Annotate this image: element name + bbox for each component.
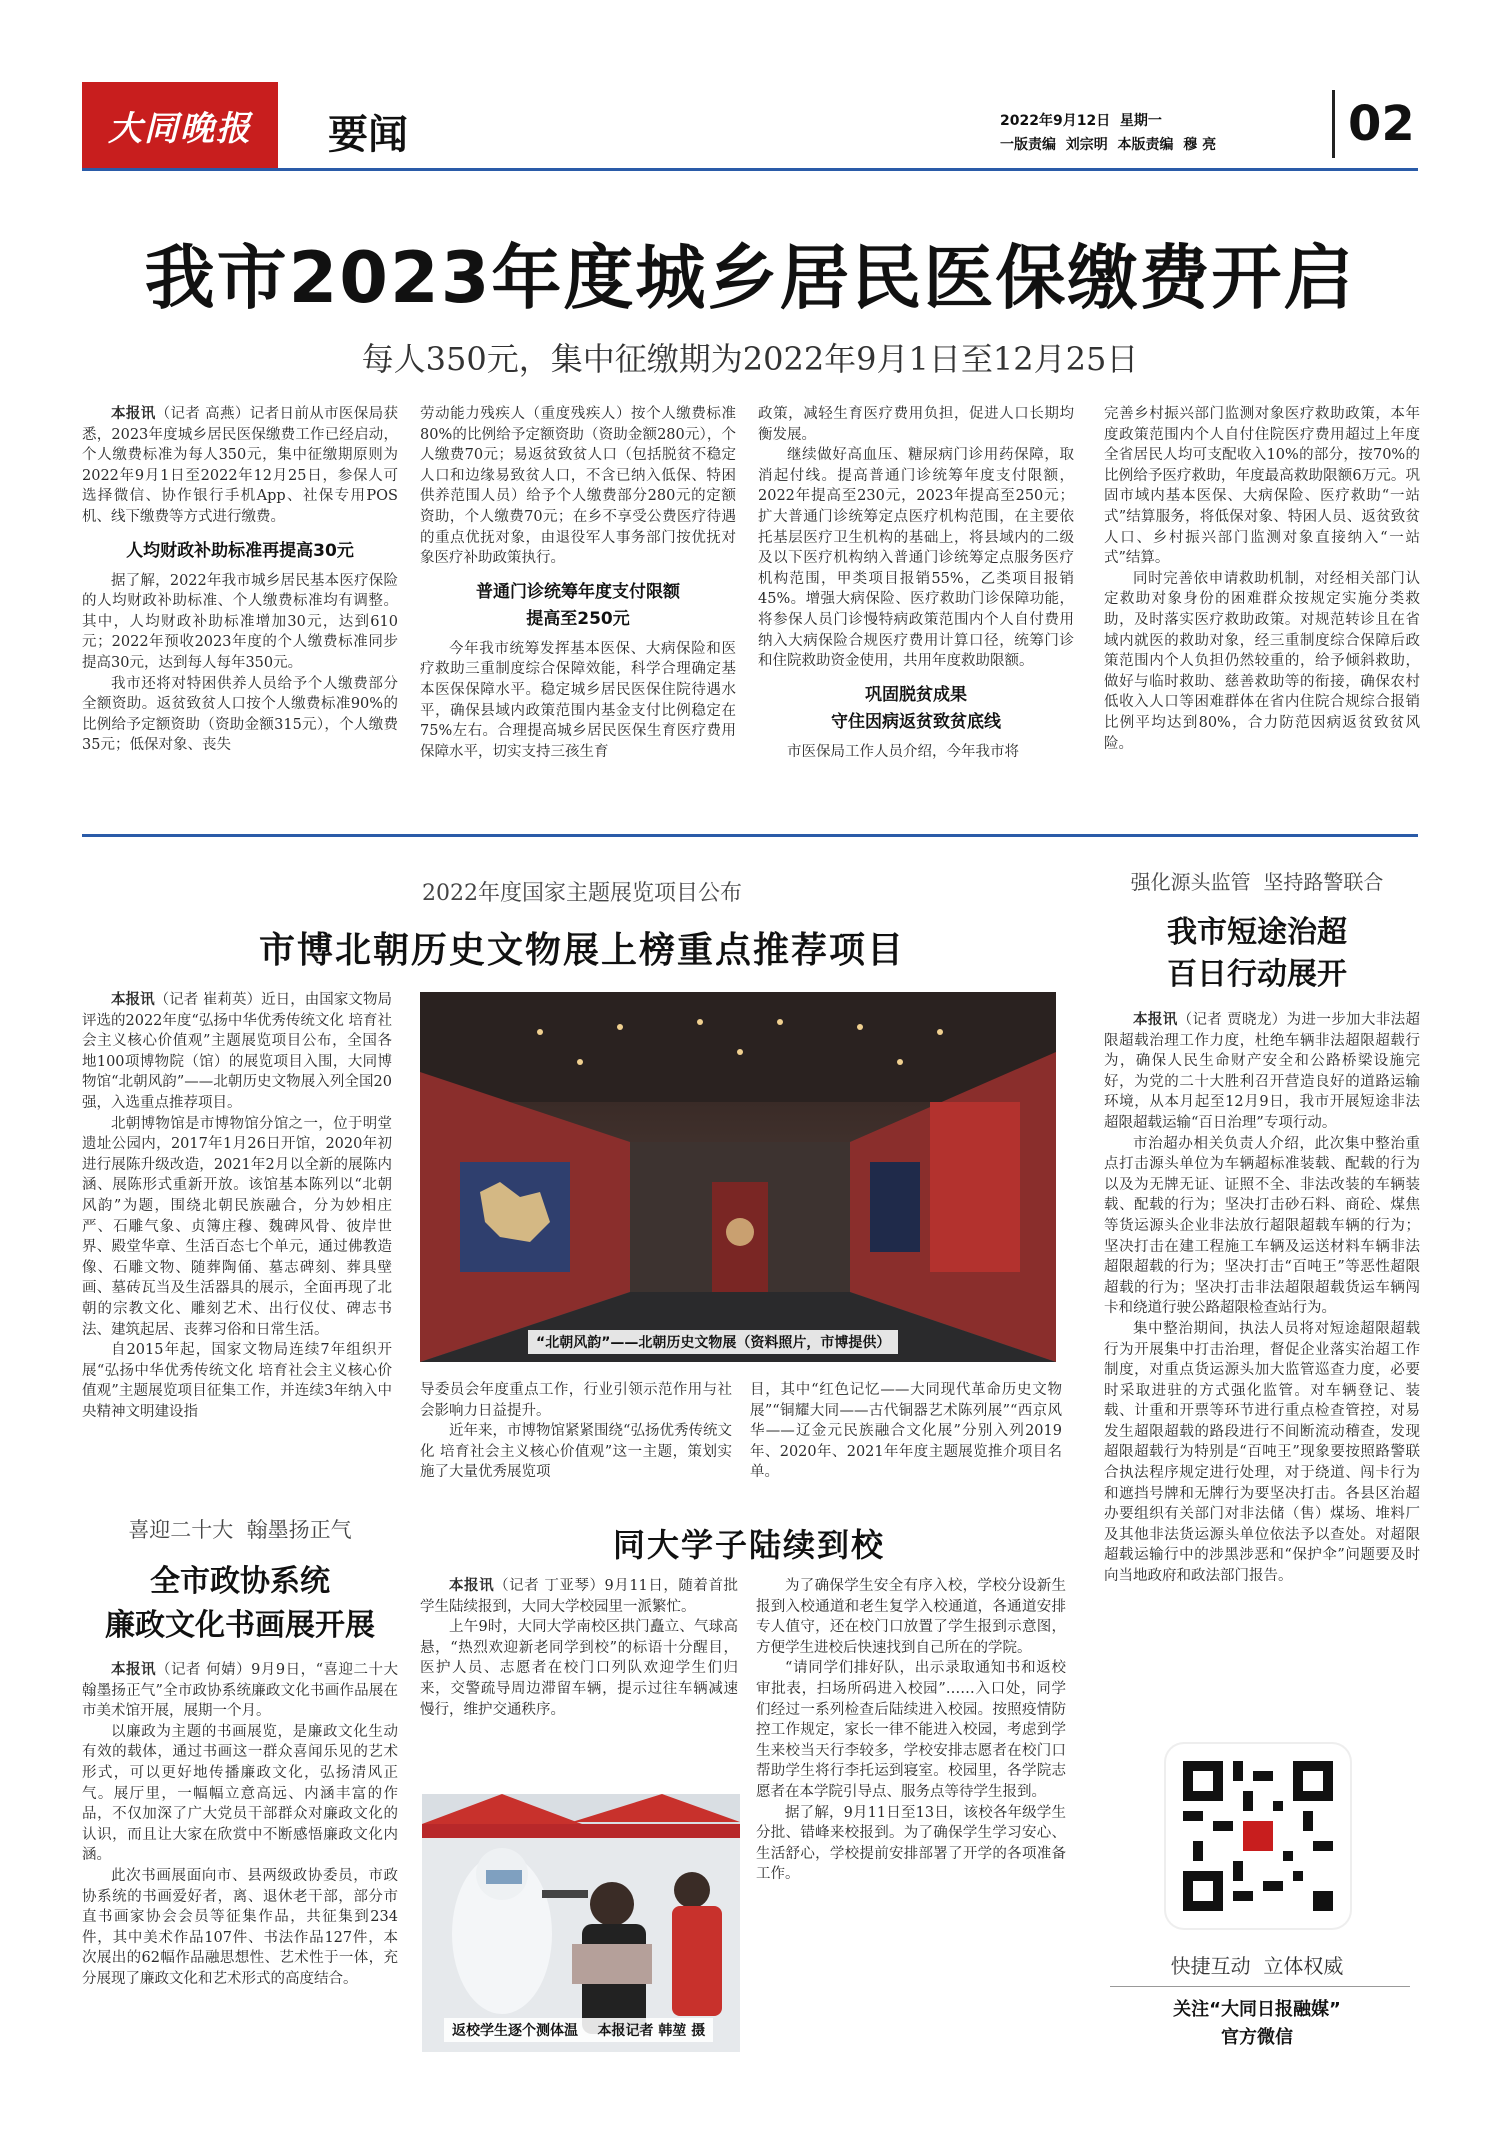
subheading: 普通门诊统筹年度支付限额 提高至250元 xyxy=(476,581,680,629)
paragraph-text: 此次书画展面向市、县两级政协委员，市政协系统的书画爱好者，离、退休老干部，部分市直书画家协会会员等征集作品，共征集到234件，其中美术作品107件、书法作品127件，本次展出的62幅作品融思想性、艺术性于一体，充分展现了廉政文化和艺术形式的高度结合。 xyxy=(82,1867,398,1987)
school-column-2 xyxy=(756,1576,1066,2072)
exhibit-headline: 市博北朝历史文物展上榜重点推荐项目 xyxy=(258,930,905,971)
paragraph: 完善乡村振兴部门监测对象医疗救助政策，本年度政策范围内个人自付住院医疗费用超过上年度全省居民人均可支配收入10%的部分，按70%的比例给予医疗救助，年度最高救助限额6万元。巩固市域内基本医保、大病保险、医疗救助“一站式”结算服务，将低保对象、特困人员、返贫致贫人口、乡村振兴部门监测对象直接纳入“一站式”结算。 xyxy=(1104,406,1420,567)
paragraph-text: 近年来，市博物馆紧紧围绕“弘扬优秀传统文化 培育社会主义核心价值观”这一主题，策划实施了大量优秀展览项 xyxy=(420,1423,732,1481)
paragraph-text: （记者 崔莉英）近日，由国家文物局评选的2022年度“弘扬中华优秀传统文化 培育社会主义核心价值观”主题展览项目公布，全国各地100项博物院（馆）的展览项目入围，大同博物馆“北朝风韵”——北朝历史文物展入列全国20强，入选重点推荐项目。 xyxy=(82,992,392,1111)
subheading: 人均财政补助标准再提高30元 xyxy=(126,540,354,561)
lead-column-2 xyxy=(420,404,736,812)
paragraph-text: 据了解，9月11日至13日，该校各年级学生分批、错峰来校报到。为了确保学生学习安心、生活舒心，学校提前安排部署了开学的各项准备工作。 xyxy=(756,1804,1066,1883)
paragraph: 政策，减轻生育医疗费用负担，促进人口长期均衡发展。 xyxy=(758,406,1074,443)
wechat-slogan: 快捷互动 立体权威 xyxy=(1170,1954,1344,1978)
paragraph xyxy=(82,1722,398,1866)
qr-code-icon[interactable] xyxy=(1183,1761,1333,1911)
school-photo-caption: 返校学生逐个测体温 本报记者 韩堃 摄 xyxy=(444,2018,713,2042)
lead-column-1 xyxy=(82,404,398,812)
paragraph xyxy=(82,1340,392,1422)
overload-kicker: 强化源头监管 坚持路警联合 xyxy=(1130,870,1384,894)
exhibit-column-3 xyxy=(750,1380,1062,1492)
wechat-divider xyxy=(1110,1986,1410,1987)
paragraph xyxy=(420,1617,738,1720)
museum-hall-illustration xyxy=(420,992,1056,1362)
calligraphy-headline: 全市政协系统 廉政文化书画展开展 xyxy=(105,1564,375,1643)
paragraph xyxy=(82,1114,392,1341)
paragraph-text: 市治超办相关负责人介绍，此次集中整治重点打击源头单位为车辆超标准装载、配载的行为以及为无牌无证、证照不全、非法改装的车辆装载、配载的行为；坚决打击砂石料、商砼、煤焦等货运源头企业非法放行超限超载车辆的行为；坚决打击在建工程施工车辆及运送材料车辆非法超限超载的行为；坚决打击“百吨王”等恶性超限超载的行为；坚决打击非法超限超载货运车辆闯卡和绕道行驶公路超限检查站行为。 xyxy=(1104,1135,1420,1317)
paragraph: 导委员会年度重点工作，行业引领示范作用与社会影响力日益提升。 xyxy=(420,1382,732,1419)
page-number-divider xyxy=(1332,90,1335,158)
paragraph xyxy=(420,1576,738,1617)
lead-subheadline: 每人350元，集中征缴期为2022年9月1日至12月25日 xyxy=(361,340,1139,378)
paragraph-text: （记者 高燕）记者日前从市医保局获悉，2023年度城乡居民医保缴费工作已经启动，个人缴费标准为每人350元，集中征缴期原则为2022年9月1日至2022年12月25日，参保人可选择微信、协作银行手机App、社保专用POS机、线下缴费等方式进行缴费。 xyxy=(82,406,398,525)
paragraph xyxy=(82,674,398,756)
paragraph xyxy=(756,1803,1066,1885)
paragraph xyxy=(82,571,398,674)
wechat-follow: 关注“大同日报融媒” 官方微信 xyxy=(1173,1999,1341,2048)
subheading: 巩固脱贫成果 守住因病返贫致贫底线 xyxy=(831,684,1001,732)
paragraph-text: 以廉政为主题的书画展览，是廉政文化生动有效的载体，通过书画这一群众喜闻乐见的艺术形式，可以更好地传播廉政文化，弘扬清风正气。展厅里，一幅幅立意高远、内涵丰富的作品，不仅加深了广大党员干部群众对廉政文化的认识，而且让大家在欣赏中不断感悟廉政文化内涵。 xyxy=(82,1723,398,1864)
exhibit-kicker: 2022年度国家主题展览项目公布 xyxy=(422,881,742,906)
lead-column-3 xyxy=(758,404,1074,812)
overload-headline: 我市短途治超 百日行动展开 xyxy=(1167,915,1347,992)
paragraph: 劳动能力残疾人（重度残疾人）按个人缴费标准80%的比例给予定额资助（资助金额280元），个人缴费70元；易返贫致贫人口（包括脱贫不稳定人口和边缘易致贫人口，不含已纳入低保、特困供养范围人员）给予个人缴费部分280元的定额资助，个人缴费70元；在乡不享受公费医疗待遇的重点优抚对象，由退役军人事务部门按优抚对象医疗补助政策执行。 xyxy=(420,406,736,567)
calligraphy-kicker: 喜迎二十大 翰墨扬正气 xyxy=(128,1518,352,1542)
paragraph-text: 北朝博物馆是市博物馆分馆之一，位于明堂遗址公园内，2017年1月26日开馆，2020年初进行展陈升级改造，2021年2月以全新的展陈内涵、展陈形式重新开放。该馆基本陈列以“北朝风韵”为题，围绕北朝民族融合，分为妙相庄严、石雕气象、贞簿庄穆、魏碑风骨、彼岸世界、殿堂华章、生活百态七个单元，通过佛教造像、石雕文物、随葬陶俑、墓志碑刻、葬具壁画、墓砖瓦当及生活器具的展示，全面再现了北朝的宗教文化、雕刻艺术、出行仪仗、碑志书法、建筑起居、丧葬习俗和日常生活。 xyxy=(82,1115,392,1338)
paragraph-text: 继续做好高血压、糖尿病门诊用药保障，取消起付线。提高普通门诊统筹年度支付限额，2022年提高至230元，2023年提高至250元；扩大普通门诊统筹定点医疗机构范围，在主要依托基层医疗卫生机构的基础上，将县域内的二级及以下医疗机构纳入普通门诊统筹定点服务医疗机构范围，甲类项目报销55%，乙类项目报销45%。增强大病保险、医疗救助门诊保障功能，将参保人员门诊慢特病政策范围内个人自付费用纳入大病保险合规医疗费用计算口径，统筹门诊和住院救助资金使用，共用年度救助限额。 xyxy=(758,447,1074,670)
school-photo xyxy=(422,1794,740,2052)
paragraph xyxy=(756,1576,1066,1658)
exhibit-photo xyxy=(420,992,1056,1362)
paragraph xyxy=(1104,1134,1420,1319)
paragraph xyxy=(420,639,736,763)
paragraph xyxy=(1104,1010,1420,1134)
masthead-rule xyxy=(82,168,1418,171)
paragraph-text: 市医保局工作人员介绍，今年我市将 xyxy=(787,743,1019,760)
newspaper-logo-text: 大同晚报 xyxy=(108,108,252,149)
issue-date: 2022年9月12日 星期一 xyxy=(1000,113,1162,129)
exhibit-column-1 xyxy=(82,990,392,1490)
lead-headline: 我市2023年度城乡居民医保缴费开启 xyxy=(144,237,1356,319)
byline-label: 本报讯 xyxy=(1133,1011,1178,1028)
paragraph-text: （记者 贾晓龙）为进一步加大非法超限超载治理工作力度，杜绝车辆非法超限超载行为，确保人民生命财产安全和公路桥梁设施完好，为党的二十大胜利召开营造良好的道路运输环境，从本月起至12月9日，我市开展短途非法超限超载运输“百日治理”专项行动。 xyxy=(1104,1012,1420,1131)
school-headline: 同大学子陆续到校 xyxy=(612,1526,885,1564)
paragraph xyxy=(1104,569,1420,754)
editor-credits: 一版责编 刘宗明 本版责编 穆 亮 xyxy=(1000,137,1217,153)
paragraph-text: 自2015年起，国家文物局连续7年组织开展“弘扬中华优秀传统文化 培育社会主义核心价值观”主题展览项目征集工作，并连续3年纳入中央精神文明建设指 xyxy=(82,1342,392,1420)
paragraph xyxy=(82,990,392,1114)
byline-label: 本报讯 xyxy=(111,405,156,422)
paragraph-text: “请同学们排好队，出示录取通知书和返校审批表，扫场所码进入校园”……入口处，同学们经过一系列检查后陆续进入校园。按照疫情防控工作规定，家长一律不能进入校园，考虑到学生来校当天行李较多，学校安排志愿者在校门口帮助学生将行李托运到寝室。校园里，各学院志愿者在本学院引导点、服务点等待学生报到。 xyxy=(756,1660,1066,1800)
paragraph-text: 上午9时，大同大学南校区拱门矗立、气球高悬，“热烈欢迎新老同学到校”的标语十分醒目，医护人员、志愿者在校门口列队欢迎学生们归来，交警疏导周边滞留车辆，提示过往车辆减速慢行，维护交通秩序。 xyxy=(420,1619,738,1718)
paragraph-text: （记者 丁亚琴）9月11日，随着首批学生陆续报到，大同大学校园里一派繁忙。 xyxy=(420,1578,738,1615)
paragraph-text: 今年我市统筹发挥基本医保、大病保险和医疗救助三重制度综合保障效能，科学合理确定基本医保保障水平。稳定城乡居民医保住院待遇水平，确保县域内政策范围内基金支付比例稳定在75%左右。合理提高城乡居民医保生育医疗费用保障水平，切实支持三孩生育 xyxy=(420,640,736,760)
masthead-logo xyxy=(82,82,278,168)
paragraph-text: 同时完善依申请救助机制，对经相关部门认定救助对象身份的困难群众按规定实施分类救助，及时落实医疗救助政策。对规范转诊且在省域内就医的救助对象，经三重制度综合保障后政策范围内个人负担仍然较重的，给予倾斜救助，做好与临时救助、慈善救助等的衔接，确保农村低收入人口等困难群体在省内住院合规综合报销比例平均达到80%，合力防范因病返贫致贫风险。 xyxy=(1104,570,1420,752)
section-name: 要闻 xyxy=(328,111,408,158)
paragraph-text: 我市还将对特困供养人员给予个人缴费部分全额资助。返贫致贫人口按个人缴费标准90%的比例给予定额资助（资助金额315元），个人缴费35元；低保对象、丧失 xyxy=(82,675,398,754)
paragraph xyxy=(1104,1319,1420,1587)
byline-label: 本报讯 xyxy=(449,1577,495,1594)
section-divider xyxy=(82,834,1418,837)
paragraph xyxy=(82,1866,398,1990)
page-number: 02 xyxy=(1348,96,1415,152)
lead-column-4 xyxy=(1104,404,1420,812)
byline-label: 本报讯 xyxy=(111,1661,157,1678)
temperature-check-illustration xyxy=(422,1794,740,2052)
school-column-1 xyxy=(420,1576,738,1782)
paragraph-text: （记者 何婧）9月9日，“喜迎二十大 翰墨扬正气”全市政协系统廉政文化书画作品展在市美术馆开展，展期一个月。 xyxy=(82,1662,398,1720)
byline-label: 本报讯 xyxy=(111,991,155,1008)
overload-body xyxy=(1104,1010,1420,1732)
paragraph-text: 集中整治期间，执法人员将对短途超限超载行为开展集中打击治理，督促企业落实治超工作制度，对重点货运源头加大监管巡查力度，必要时采取进驻的方式强化监管。对车辆登记、装载、计重和开票等环节进行重点检查管控，对易发生超限超载的路段进行不间断流动稽查，发现超限超载行为特别是“百吨王”现象要按照路警联合执法程序规定进行处理，对于绕道、闯卡行为和遮挡号牌和无牌行为要坚决打击。各县区治超办要组织有关部门对非法储（售）煤场、堆料厂及其他非法货运源头单位依法予以查处。对超限超载运输行中的涉黑涉恶和“保护伞”问题要及时向当地政府和政法部门报告。 xyxy=(1104,1320,1420,1585)
wechat-qr-card xyxy=(1166,1744,1350,1928)
paragraph xyxy=(758,742,1074,763)
paragraph: 目，其中“红色记忆——大同现代革命历史文物展”“铜耀大同——古代铜器艺术陈列展”“西京风华——辽金元民族融合文化展”分别入列2019年、2020年、2021年年度主题展览推介项目名单。 xyxy=(750,1382,1062,1481)
paragraph xyxy=(758,445,1074,672)
exhibit-photo-caption: “北朝风韵”——北朝历史文物展（资料照片，市博提供） xyxy=(528,1330,898,1354)
paragraph-text: 据了解，2022年我市城乡居民基本医疗保险的人均财政补助标准、个人缴费标准均有调整。其中，人均财政补助标准增加30元，达到610元；2022年预收2023年度的个人缴费标准同步提高30元，达到每人每年350元。 xyxy=(82,572,398,671)
paragraph xyxy=(82,404,398,528)
paragraph xyxy=(756,1658,1066,1802)
paragraph-text: 为了确保学生安全有序入校，学校分设新生报到入校通道和老生复学入校通道，各通道安排专人值守，还在校门口放置了学生报到示意图，方便学生进校后快速找到自己所在的学院。 xyxy=(756,1578,1066,1656)
paragraph xyxy=(82,1660,398,1722)
paragraph xyxy=(420,1421,732,1483)
calligraphy-body xyxy=(82,1660,398,2072)
exhibit-column-2 xyxy=(420,1380,732,1492)
